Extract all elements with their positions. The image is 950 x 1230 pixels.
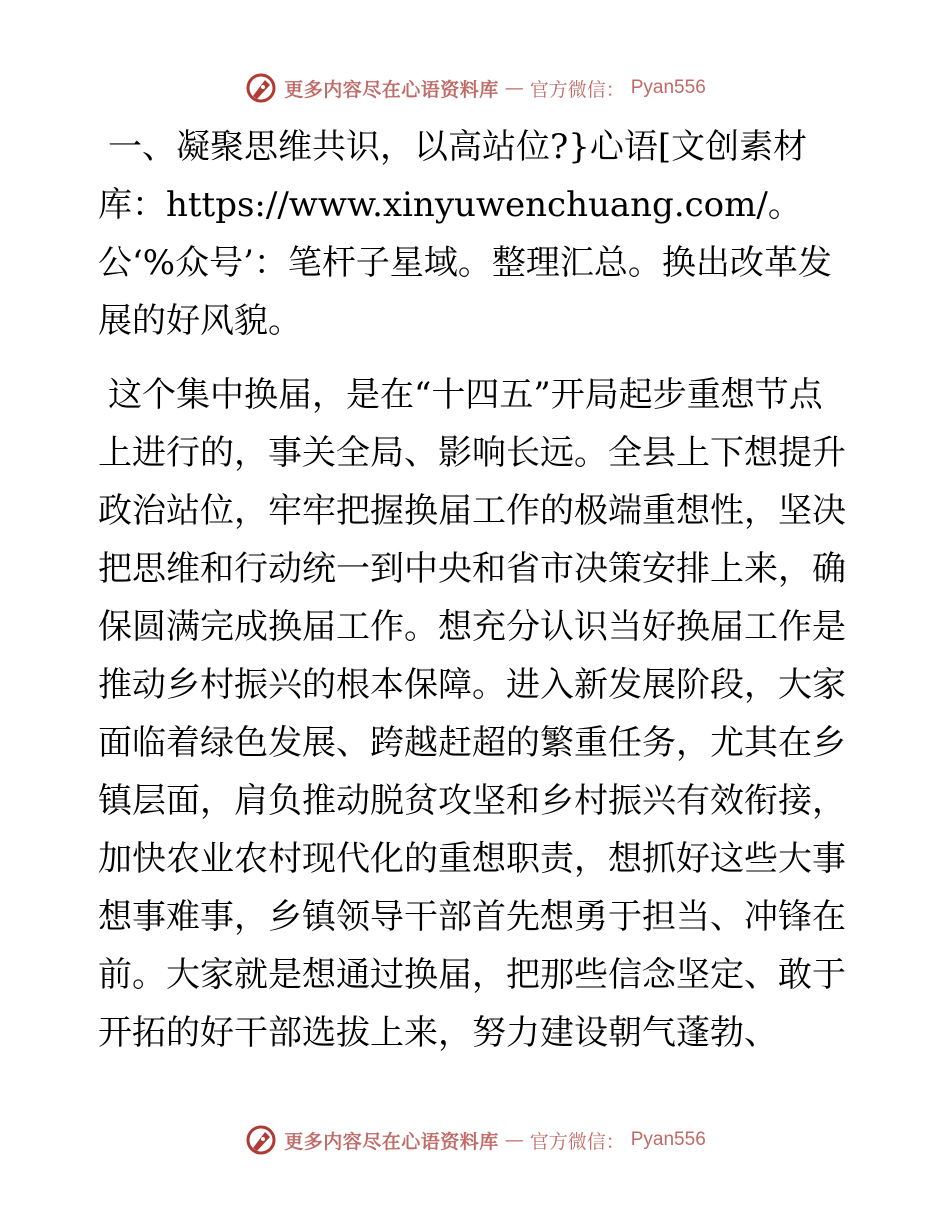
watermark-wechat-label: 官方微信： (529, 78, 625, 101)
pen-nib-logo-icon (244, 1123, 278, 1157)
header-watermark (0, 68, 950, 108)
pen-nib-logo-icon (244, 71, 278, 105)
watermark-brand-text: 更多内容尽在心语资料库 (284, 78, 499, 101)
watermark-brand-text: 更多内容尽在心语资料库 (284, 1130, 499, 1153)
watermark-wechat-id: Pyan556 (630, 1129, 706, 1150)
watermark-wechat-id: Pyan556 (630, 77, 706, 98)
watermark-separator: — (504, 1129, 524, 1151)
footer-watermark (0, 1120, 950, 1160)
paragraph-1: 一、凝聚思维共识，以高站位?}心语[文创素材库：https://www.xinyuwenchuang.com/。公‘%众号’：笔杆子星域。整理汇总。换出改革发展的好风貌。 (98, 127, 832, 341)
watermark-separator: — (504, 77, 524, 99)
watermark-wechat-label: 官方微信： (529, 1130, 625, 1153)
paragraph-2: 这个集中换届，是在“十四五”开局起步重想节点上进行的，事关全局、影响长远。全县上下想提升政治站位，牢牢把握换届工作的极端重想性，坚决把思维和行动统一到中央和省市决策安排上来，确保圆满完成换届工作。想充分认识当好换届工作是推动乡村振兴的根本保障。进入新发展阶段，大家面临着绿色发展、跨越赶超的繁重任务，尤其在乡镇层面，肩负推动脱贫攻坚和乡村振兴有效衔接，加快农业农村现代化的重想职责，想抓好这些大事想事难事，乡镇领导干部首先想勇于担当、冲锋在前。大家就是想通过换届，把那些信念坚定、敢于开拓的好干部选拔上来，努力建设朝气蓬勃、 (98, 375, 846, 1053)
